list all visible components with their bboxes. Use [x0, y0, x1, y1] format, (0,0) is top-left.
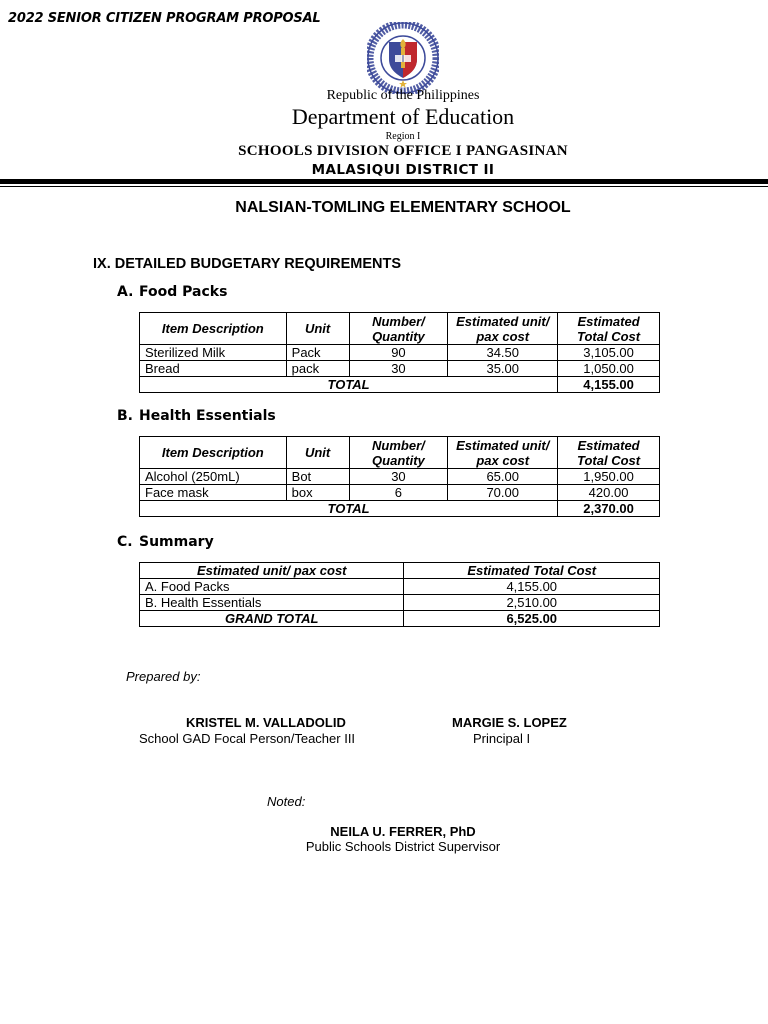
food-packs-title: Food Packs — [139, 284, 228, 300]
total-value: 4,155.00 — [558, 377, 660, 393]
summary-header-left: Estimated unit/ pax cost — [140, 563, 404, 579]
grand-total-label: GRAND TOTAL — [140, 611, 404, 627]
summary-header-right: Estimated Total Cost — [404, 563, 660, 579]
total-label: TOTAL — [140, 377, 558, 393]
food-packs-heading — [117, 284, 227, 300]
division-office: SCHOOLS DIVISION OFFICE I PANGASINAN — [238, 143, 568, 159]
health-essentials-letter: B. — [117, 408, 133, 424]
prepared-by-label: Prepared by: — [126, 669, 201, 684]
noted-label: Noted: — [267, 794, 306, 809]
table-row — [140, 579, 660, 595]
signatory-name-left: KRISTEL M. VALLADOLID — [186, 715, 346, 730]
table-header-row — [140, 563, 660, 579]
total-cost-cell: 1,050.00 — [558, 361, 660, 377]
header-total-cost: Estimated Total Cost — [558, 313, 660, 345]
signatory-name-right: MARGIE S. LOPEZ — [452, 715, 567, 730]
header-quantity: Number/ Quantity — [349, 437, 448, 469]
item-cell: Face mask — [140, 485, 287, 501]
header-total-cost: Estimated Total Cost — [558, 437, 660, 469]
header-unit-cost: Estimated unit/ pax cost — [448, 313, 558, 345]
unit-cell: Bot — [286, 469, 349, 485]
header-unit: Unit — [286, 437, 349, 469]
total-cost-cell: 3,105.00 — [558, 345, 660, 361]
item-cell: Bread — [140, 361, 287, 377]
grand-total-row — [140, 611, 660, 627]
unit-cost-cell: 35.00 — [448, 361, 558, 377]
total-label: TOTAL — [140, 501, 558, 517]
grand-total-value: 6,525.00 — [404, 611, 660, 627]
unit-cost-cell: 70.00 — [448, 485, 558, 501]
health-essentials-heading — [117, 408, 276, 424]
table-total-row — [140, 377, 660, 393]
deped-seal-logo — [367, 22, 439, 94]
table-row — [140, 361, 660, 377]
header-unit: Unit — [286, 313, 349, 345]
total-cost-cell: 1,950.00 — [558, 469, 660, 485]
food-packs-table — [139, 312, 660, 393]
quantity-cell: 90 — [349, 345, 448, 361]
unit-cost-cell: 65.00 — [448, 469, 558, 485]
district-name: MALASIQUI DISTRICT II — [311, 162, 495, 178]
item-cell: Sterilized Milk — [140, 345, 287, 361]
quantity-cell: 30 — [349, 361, 448, 377]
table-header-row — [140, 437, 660, 469]
summary-label-cell: A. Food Packs — [140, 579, 404, 595]
table-row — [140, 485, 660, 501]
table-row — [140, 469, 660, 485]
signatory-role-right: Principal I — [473, 731, 531, 746]
health-essentials-table — [139, 436, 660, 517]
unit-cell: box — [286, 485, 349, 501]
item-cell: Alcohol (250mL) — [140, 469, 287, 485]
header-divider-thick — [0, 179, 768, 184]
health-essentials-title: Health Essentials — [139, 408, 276, 424]
header-divider-thin — [0, 186, 768, 187]
quantity-cell: 30 — [349, 469, 448, 485]
supervisor-name: NEILA U. FERRER, PhD — [330, 824, 476, 839]
summary-value-cell: 2,510.00 — [404, 595, 660, 611]
summary-value-cell: 4,155.00 — [404, 579, 660, 595]
table-row — [140, 345, 660, 361]
total-value: 2,370.00 — [558, 501, 660, 517]
school-name: NALSIAN-TOMLING ELEMENTARY SCHOOL — [235, 199, 571, 216]
supervisor-role: Public Schools District Supervisor — [305, 839, 501, 854]
summary-table — [139, 562, 660, 627]
unit-cost-cell: 34.50 — [448, 345, 558, 361]
food-packs-letter: A. — [117, 284, 134, 300]
unit-cell: pack — [286, 361, 349, 377]
summary-heading — [117, 534, 214, 550]
unit-cell: Pack — [286, 345, 349, 361]
quantity-cell: 6 — [349, 485, 448, 501]
signatory-role-left: School GAD Focal Person/Teacher III — [139, 731, 356, 746]
summary-title: Summary — [139, 534, 214, 550]
header-unit-cost: Estimated unit/ pax cost — [448, 437, 558, 469]
summary-letter: C. — [117, 534, 133, 550]
department-name: Department of Education — [291, 104, 515, 129]
section-heading: IX. DETAILED BUDGETARY REQUIREMENTS — [93, 256, 402, 272]
total-cost-cell: 420.00 — [558, 485, 660, 501]
table-total-row — [140, 501, 660, 517]
header-quantity: Number/ Quantity — [349, 313, 448, 345]
republic-line: Republic of the Philippines — [326, 88, 480, 103]
region-line: Region I — [385, 131, 421, 142]
table-row — [140, 595, 660, 611]
header-item-description: Item Description — [140, 313, 287, 345]
table-header-row — [140, 313, 660, 345]
header-item-description: Item Description — [140, 437, 287, 469]
proposal-title: 2022 SENIOR CITIZEN PROGRAM PROPOSAL — [8, 11, 321, 26]
summary-label-cell: B. Health Essentials — [140, 595, 404, 611]
